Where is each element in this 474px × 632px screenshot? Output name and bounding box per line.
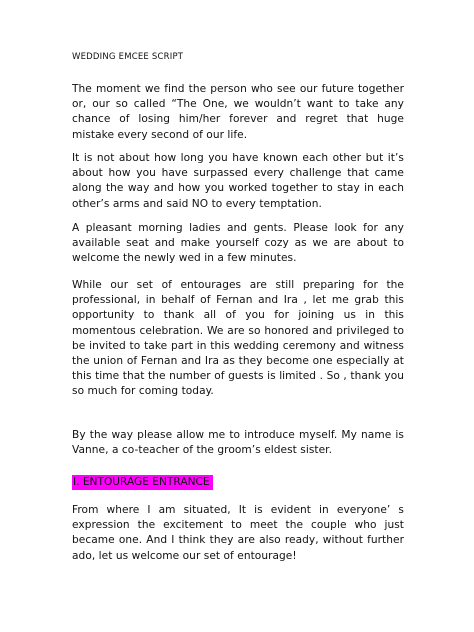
paragraph-entourage: From where I am situated, It is evident in everyone’ s expression the excitement to meet the couple who just became one. And I think they are also ready, without further ado, let us welcome our set of entourage! (72, 504, 404, 562)
paragraph-challenge: It is not about how long you have known each other but it’s about how you have surpassed every challenge that came along the way and how you worked together to stay in each other’s arms and said NO to every temptation. (72, 152, 404, 210)
paragraph-thanks: While our set of entourages are still preparing for the professional, in behalf of Fernan and Ira , let me grab this opportunity to thank all of you for joining us in this momentous celebration. We are so honored and privileged to be invited to take part in this wedding ceremony and witness the union of Fernan and Ira as they become one especially at this time that the number of guests is limited . So , thank you so much for coming today. (72, 279, 404, 398)
document-title: WEDDING EMCEE SCRIPT (72, 52, 184, 62)
paragraph-introduction: By the way please allow me to introduce myself. My name is Vanne, a co-teacher of the groom’s eldest sister. (72, 429, 404, 457)
paragraph-intro: The moment we find the person who see our future together or, our so called “The One, we wouldn’t want to take any chance of losing him/her forever and regret that huge mistake every second of our life. (72, 83, 404, 141)
section-heading-entourage: I. ENTOURAGE ENTRANCE (72, 475, 213, 490)
paragraph-greeting: A pleasant morning ladies and gents. Please look for any available seat and make yourself cozy as we are about to welcome the newly wed in a few minutes. (72, 222, 404, 265)
